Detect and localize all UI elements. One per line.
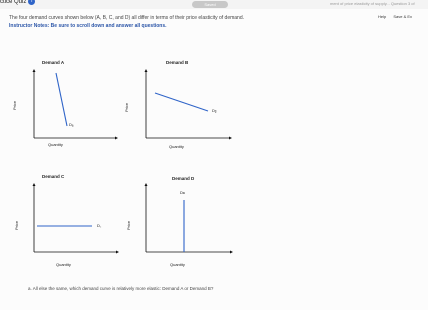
save-exit-button[interactable]: Save & Ex bbox=[393, 14, 413, 19]
chart-demand-d bbox=[126, 170, 236, 270]
y-axis-arrow bbox=[145, 183, 148, 186]
x-axis-label: Quantity bbox=[48, 142, 63, 147]
x-axis-arrow bbox=[116, 251, 119, 254]
curve-label: D꜀ bbox=[97, 223, 102, 228]
x-axis-label: Quantity bbox=[170, 262, 185, 267]
question-prompt: The four demand curves shown below (A, B, C, and D) all differ in terms of their price elasticity of demand. bbox=[9, 15, 245, 21]
y-axis-arrow bbox=[33, 69, 36, 72]
instructor-notes-text: Be sure to scroll down and answer all questions. bbox=[49, 23, 167, 29]
chart-title: Demand C bbox=[42, 174, 65, 179]
y-axis-label: Price bbox=[14, 220, 19, 230]
y-axis-label: Price bbox=[126, 220, 131, 230]
chart-demand-a bbox=[12, 56, 124, 156]
x-axis-label: Quantity bbox=[56, 262, 71, 267]
x-axis-arrow bbox=[229, 137, 232, 140]
x-axis-label: Quantity bbox=[169, 144, 184, 149]
chart-c-svg bbox=[24, 170, 124, 270]
y-axis-label: Price bbox=[12, 100, 17, 110]
top-right-info: ment of price elasticity of supply... Question 3 of bbox=[330, 1, 415, 6]
x-axis-arrow bbox=[115, 137, 118, 140]
header-links bbox=[372, 14, 412, 19]
question-text bbox=[9, 14, 244, 30]
quiz-title bbox=[0, 0, 35, 5]
instructor-notes-label: Instructor Notes: bbox=[9, 23, 50, 29]
y-axis-label: Price bbox=[124, 102, 129, 112]
chart-demand-c bbox=[14, 170, 124, 270]
chart-title: Demand A bbox=[42, 60, 65, 65]
chart-d-svg bbox=[136, 170, 236, 270]
chart-b-svg bbox=[136, 56, 236, 156]
curve-label: Dᴅ bbox=[180, 190, 186, 195]
x-axis-arrow bbox=[230, 251, 233, 254]
y-axis-arrow bbox=[33, 183, 36, 186]
demand-curve bbox=[56, 73, 67, 126]
chart-demand-b bbox=[124, 56, 236, 156]
curve-label: Dₐ bbox=[69, 122, 74, 127]
help-link[interactable]: Help bbox=[378, 14, 387, 19]
y-axis-arrow bbox=[145, 69, 148, 72]
demand-curve bbox=[155, 93, 208, 111]
quiz-title-text: ctice Quiz bbox=[0, 0, 27, 6]
question-part-a: a. All else the same, which demand curve is relatively more elastic: Demand A or Demand B? bbox=[28, 286, 214, 291]
curve-label: Dᵦ bbox=[212, 108, 217, 113]
instructor-notes bbox=[9, 22, 244, 30]
chart-a-svg bbox=[24, 56, 124, 156]
chart-title: Demand D bbox=[172, 176, 195, 181]
info-icon[interactable]: i bbox=[28, 0, 35, 5]
saved-status-badge: Saved bbox=[192, 1, 228, 8]
chart-title: Demand B bbox=[166, 60, 189, 65]
